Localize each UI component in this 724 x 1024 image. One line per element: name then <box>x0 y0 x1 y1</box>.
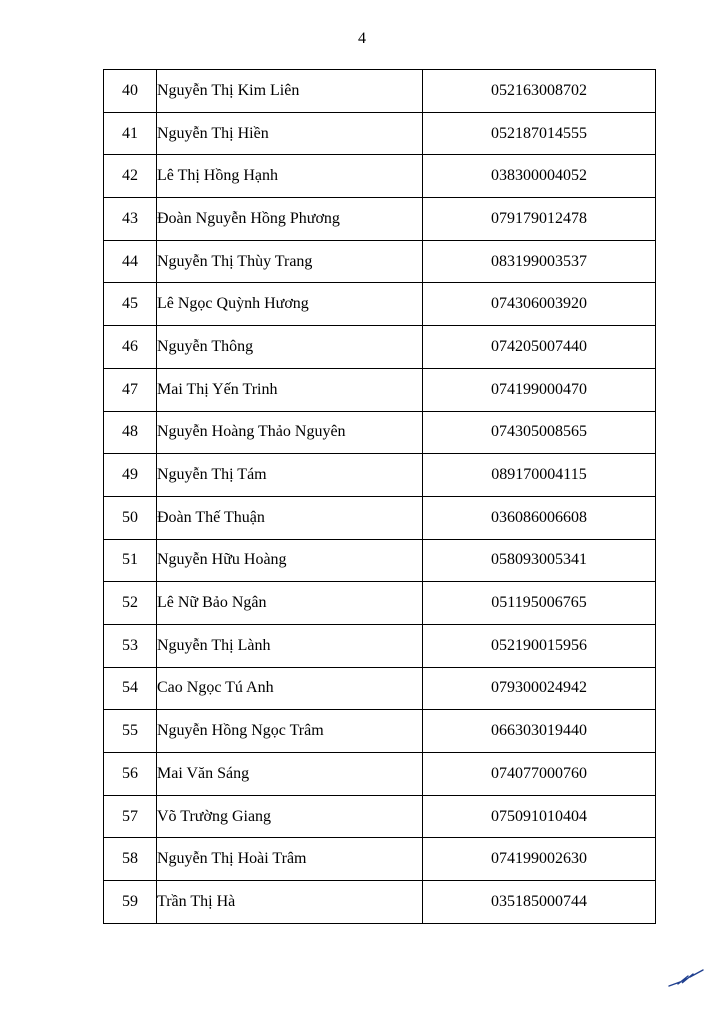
id-number-cell: 066303019440 <box>423 710 656 753</box>
id-number-cell: 079300024942 <box>423 667 656 710</box>
table-row <box>104 240 656 283</box>
table-row <box>104 112 656 155</box>
id-number-cell: 074306003920 <box>423 283 656 326</box>
table-row <box>104 454 656 497</box>
page-number: 4 <box>358 30 366 47</box>
id-number-cell: 052190015956 <box>423 624 656 667</box>
row-number-cell: 49 <box>104 454 157 497</box>
roster-table-body <box>104 70 656 924</box>
full-name-cell: Nguyễn Hoàng Thảo Nguyên <box>157 411 423 454</box>
full-name-cell: Đoàn Thế Thuận <box>157 496 423 539</box>
row-number-cell: 46 <box>104 326 157 369</box>
row-number-cell: 51 <box>104 539 157 582</box>
full-name-cell: Nguyễn Thị Hoài Trâm <box>157 838 423 881</box>
table-row <box>104 283 656 326</box>
id-number-cell: 052163008702 <box>423 70 656 113</box>
full-name-cell: Nguyễn Thị Lành <box>157 624 423 667</box>
table-row <box>104 710 656 753</box>
row-number-cell: 42 <box>104 155 157 198</box>
row-number-cell: 58 <box>104 838 157 881</box>
id-number-cell: 079179012478 <box>423 198 656 241</box>
table-row <box>104 155 656 198</box>
table-row <box>104 753 656 796</box>
full-name-cell: Lê Thị Hồng Hạnh <box>157 155 423 198</box>
table-row <box>104 70 656 113</box>
row-number-cell: 45 <box>104 283 157 326</box>
full-name-cell: Nguyễn Hữu Hoàng <box>157 539 423 582</box>
table-row <box>104 411 656 454</box>
table-row <box>104 198 656 241</box>
id-number-cell: 074199002630 <box>423 838 656 881</box>
full-name-cell: Nguyễn Thị Tám <box>157 454 423 497</box>
id-number-cell: 038300004052 <box>423 155 656 198</box>
roster-table <box>103 69 656 924</box>
table-row <box>104 838 656 881</box>
row-number-cell: 57 <box>104 795 157 838</box>
row-number-cell: 50 <box>104 496 157 539</box>
full-name-cell: Nguyễn Thị Thùy Trang <box>157 240 423 283</box>
full-name-cell: Nguyễn Thị Hiền <box>157 112 423 155</box>
id-number-cell: 052187014555 <box>423 112 656 155</box>
id-number-cell: 051195006765 <box>423 582 656 625</box>
full-name-cell: Cao Ngọc Tú Anh <box>157 667 423 710</box>
id-number-cell: 089170004115 <box>423 454 656 497</box>
row-number-cell: 44 <box>104 240 157 283</box>
table-row <box>104 881 656 924</box>
row-number-cell: 47 <box>104 368 157 411</box>
row-number-cell: 54 <box>104 667 157 710</box>
row-number-cell: 52 <box>104 582 157 625</box>
full-name-cell: Mai Văn Sáng <box>157 753 423 796</box>
row-number-cell: 59 <box>104 881 157 924</box>
row-number-cell: 48 <box>104 411 157 454</box>
table-row <box>104 326 656 369</box>
row-number-cell: 43 <box>104 198 157 241</box>
table-row <box>104 795 656 838</box>
row-number-cell: 56 <box>104 753 157 796</box>
row-number-cell: 40 <box>104 70 157 113</box>
full-name-cell: Nguyễn Thị Kim Liên <box>157 70 423 113</box>
row-number-cell: 53 <box>104 624 157 667</box>
signature-initials <box>666 964 706 990</box>
full-name-cell: Lê Nữ Bảo Ngân <box>157 582 423 625</box>
id-number-cell: 075091010404 <box>423 795 656 838</box>
full-name-cell: Trần Thị Hà <box>157 881 423 924</box>
row-number-cell: 41 <box>104 112 157 155</box>
full-name-cell: Võ Trường Giang <box>157 795 423 838</box>
full-name-cell: Nguyễn Hồng Ngọc Trâm <box>157 710 423 753</box>
table-row <box>104 624 656 667</box>
full-name-cell: Đoàn Nguyễn Hồng Phương <box>157 198 423 241</box>
id-number-cell: 083199003537 <box>423 240 656 283</box>
id-number-cell: 074077000760 <box>423 753 656 796</box>
table-row <box>104 368 656 411</box>
id-number-cell: 074205007440 <box>423 326 656 369</box>
id-number-cell: 058093005341 <box>423 539 656 582</box>
table-row <box>104 496 656 539</box>
table-row <box>104 667 656 710</box>
full-name-cell: Mai Thị Yến Trinh <box>157 368 423 411</box>
table-row <box>104 539 656 582</box>
row-number-cell: 55 <box>104 710 157 753</box>
id-number-cell: 074199000470 <box>423 368 656 411</box>
full-name-cell: Nguyễn Thông <box>157 326 423 369</box>
id-number-cell: 035185000744 <box>423 881 656 924</box>
id-number-cell: 074305008565 <box>423 411 656 454</box>
table-row <box>104 582 656 625</box>
id-number-cell: 036086006608 <box>423 496 656 539</box>
full-name-cell: Lê Ngọc Quỳnh Hương <box>157 283 423 326</box>
